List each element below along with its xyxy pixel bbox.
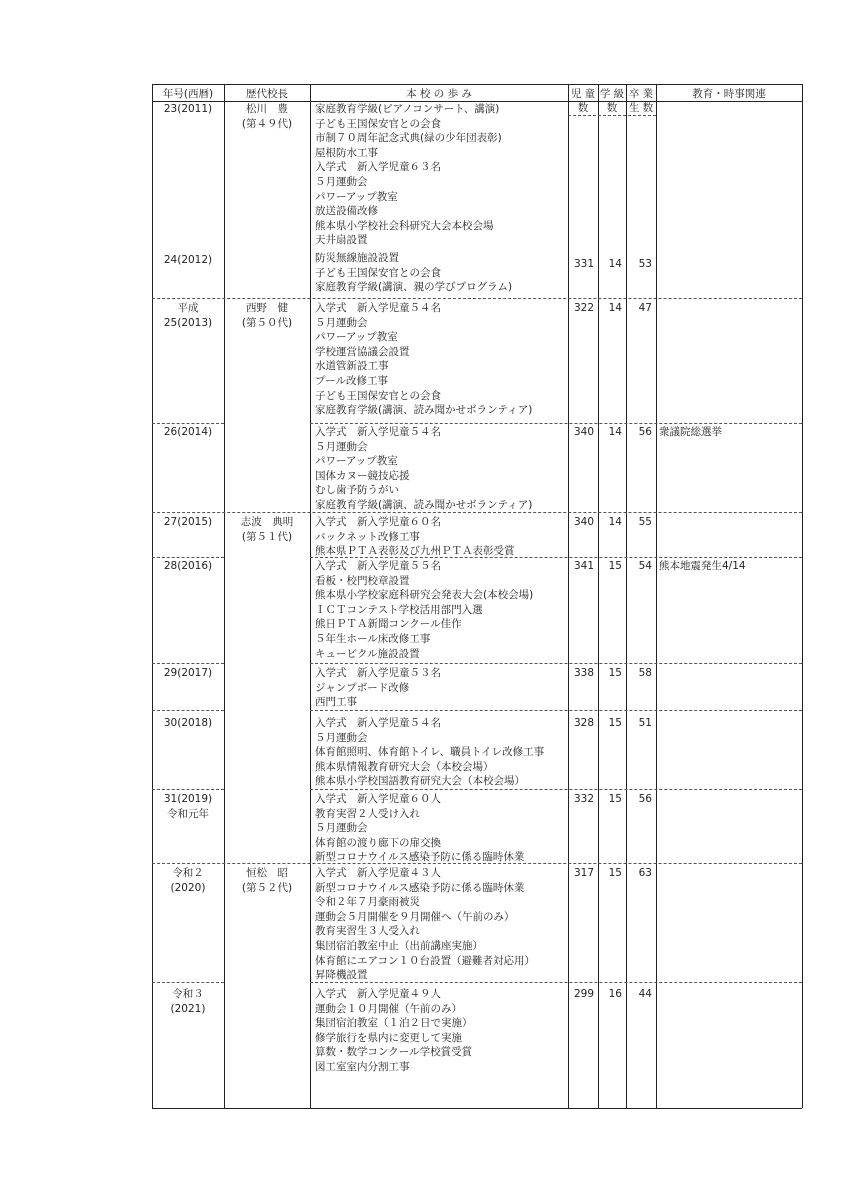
year-cell: 令和２ (2020) [170,867,206,894]
list-item: 入学式 新入学児童６３名 [315,161,441,174]
classes-count: 15 [608,667,622,679]
row-separator [152,423,224,424]
list-item: 教育実習生３人受入れ [315,925,420,938]
list-item: 放送設備改修 [315,205,378,218]
list-item: むし歯予防うがい [315,484,399,497]
list-item: パワーアップ教室 [315,455,398,468]
graduates-count: 56 [638,426,652,438]
row-separator [310,423,802,424]
row-separator [152,663,224,664]
list-item: 国体カヌー競技応援 [315,469,410,482]
header-students-bottom: 数 [577,102,589,114]
graduates-count: 54 [638,560,652,572]
list-item: 市制７０周年記念式典(緑の少年団表彰) [315,132,502,145]
list-item: 新型コロナウイルス感染予防に係る臨時休業 [315,851,525,864]
graduates-count: 58 [638,667,652,679]
list-item: 入学式 新入学児童４９人 [315,988,441,1000]
list-item: 熊日ＰＴＡ新聞コンクール佳作 [315,618,462,631]
list-item: 新型コロナウイルス感染予防に係る臨時休業 [315,881,525,894]
row-separator [310,663,802,664]
list-item: 入学式 新入学児童５４名 [315,302,441,314]
list-item: 熊本県小学校社会科研究大会本校会場 [315,219,494,232]
graduates-count: 44 [638,988,652,1000]
students-count: 340 [573,426,594,438]
graduates-count: 55 [638,516,652,528]
list-item: 運動会５月開催を９月開催へ（午前のみ） [315,910,515,923]
history-list [315,866,535,983]
list-item: 家庭教育学級(講演、読み聞かせボランティア) [315,498,533,511]
list-item: 体育館照明、体育館トイレ、職員トイレ改修工事 [315,746,545,759]
principal-cell: 恒松 昭 (第５２代) [241,867,293,894]
row-separator [152,557,224,558]
list-item: 昇降機設置 [315,969,368,982]
header-classes-bottom: 数 [606,102,618,114]
graduates-count: 53 [638,258,652,270]
col-border [598,84,599,1108]
header-year: 年号(西暦) [162,88,214,100]
list-item: 熊本県ＰＴＡ表彰及び九州ＰＴＡ表彰受賞 [315,545,515,558]
list-item: 入学式 新入学児童６０人 [315,793,441,805]
year-cell: 28(2016) [163,560,213,572]
history-list [315,559,533,661]
students-count: 332 [573,793,594,805]
classes-count: 14 [608,516,622,528]
list-item: ５月運動会 [315,316,368,329]
list-item: キュービクル施設設置 [315,647,420,660]
principal-cell: 西野 健 (第５０代) [241,302,293,329]
list-item: ＩＣＴコンテスト学校活用部門入選 [315,603,483,616]
graduates-count: 51 [638,717,652,729]
history-list [315,666,441,710]
year-cell: 29(2017) [163,667,213,679]
students-count: 299 [573,988,594,1000]
list-item: 集団宿泊教室中止（出前講座実施） [315,939,483,952]
list-item: ５月運動会 [315,822,368,835]
header-classes-top: 学 級 [599,88,625,100]
principal-cell: 松川 豊 (第４９代) [241,103,293,130]
year-cell: 令和３ (2021) [170,988,206,1015]
classes-count: 15 [608,793,622,805]
year-cell: 26(2014) [163,426,213,438]
row-separator [310,710,802,711]
classes-count: 16 [608,988,622,1000]
header-graduates-top: 卒 業 [628,88,654,100]
list-item: プール改修工事 [315,374,388,387]
header-principal: 歴代校長 [246,88,288,100]
list-item: 体育館の渡り廊下の扉交換 [315,836,441,849]
list-item: 入学式 新入学児童５３名 [315,667,441,679]
list-item: 体育館にエアコン１０台設置（避難者対応用） [315,954,535,967]
list-item: 家庭教育学級(講演、読み聞かせボランティア) [315,404,533,417]
list-item: 入学式 新入学児童５４名 [315,717,441,729]
list-item: ５月運動会 [315,440,368,453]
table-bottom-border [152,1108,802,1109]
list-item: 家庭教育学級(講演、親の学びプログラム) [315,281,513,294]
students-count: 340 [573,516,594,528]
header-events: 教育・時事関連 [692,88,766,100]
history-list [315,102,502,248]
list-item: 運動会１０月開催（午前のみ） [315,1002,462,1015]
history-list [315,716,544,789]
header-students-top: 児 童 [570,88,596,100]
year-cell: 31(2019) 令和元年 [163,793,213,820]
list-item: 水道管新設工事 [315,360,389,373]
classes-count: 14 [608,258,622,270]
list-item: バックネット改修工事 [315,530,420,543]
row-separator [152,982,224,983]
header-sub-border [568,115,656,116]
principal-cell: 志波 典明 (第５１代) [240,516,294,543]
year-cell: 30(2018) [163,717,213,729]
list-item: 入学式 新入学児童５４名 [315,426,441,438]
row-separator [310,789,802,790]
list-item: ５年生ホール床改修工事 [315,632,431,645]
list-item: 西門工事 [315,696,357,709]
list-item: 教育実習２人受け入れ [315,807,420,820]
list-item: 熊本県情報教育研究大会（本校会場） [315,760,494,773]
students-count: 341 [573,560,594,572]
list-item: 入学式 新入学児童４３人 [315,867,441,879]
list-item: ジャンプボード改修 [315,681,410,694]
list-item: 屋根防水工事 [315,146,378,159]
col-border [152,84,153,1108]
col-border [310,84,311,1108]
header-graduates-bottom: 生 数 [628,102,654,114]
row-separator [152,789,224,790]
list-item: 集団宿泊教室（１泊２日で実施） [315,1017,473,1030]
graduates-count: 56 [638,793,652,805]
history-list [315,792,524,865]
graduates-count: 63 [638,867,652,879]
students-count: 328 [573,717,594,729]
list-item: 熊本県小学校家庭科研究会発表大会(本校会場) [315,589,534,602]
year-cell: 24(2012) [163,254,213,266]
list-item: 子ども王国保安官との会食 [315,117,441,130]
list-item: 修学旅行を県内に変更して実施 [315,1031,462,1044]
students-count: 317 [573,867,594,879]
history-list [315,987,473,1075]
students-count: 322 [573,302,594,314]
col-border [568,84,569,1108]
students-count: 338 [573,667,594,679]
table-top-border [152,84,802,85]
year-cell: 平成 25(2013) [163,302,213,329]
list-item: 令和２年７月豪雨被災 [315,896,420,909]
list-item: 図工室室内分割工事 [315,1060,410,1073]
graduates-count: 47 [638,302,652,314]
year-cell: 23(2011) [163,103,213,115]
col-border [656,84,657,1108]
col-border [802,84,803,1108]
list-item: 天井扇設置 [315,234,368,247]
list-item: 入学式 新入学児童５５名 [315,560,441,572]
classes-count: 15 [608,560,622,572]
classes-count: 15 [608,717,622,729]
events-cell: 衆議院総選挙 [659,426,722,438]
history-list [315,425,532,513]
list-item: 熊本県小学校国語教育研究大会（本校会場） [315,775,525,788]
list-item: 看板・校門校章設置 [315,574,410,587]
list-item: パワーアップ教室 [315,190,398,203]
col-border [626,84,627,1108]
history-list [315,251,512,295]
col-border [224,84,225,1108]
row-separator [152,710,224,711]
classes-count: 14 [608,302,622,314]
list-item: ５月運動会 [315,175,368,188]
list-item: 家庭教育学級(ピアノコンサート、講演) [315,103,500,115]
year-cell: 27(2015) [163,516,213,528]
classes-count: 15 [608,867,622,879]
list-item: 子ども王国保安官との会食 [315,389,441,402]
list-item: 学校運営協議会設置 [315,345,410,358]
events-cell: 熊本地震発生4/14 [659,560,746,572]
list-item: 入学式 新入学児童６０名 [315,516,441,528]
header-history: 本 校 の 歩 み [406,88,472,100]
history-list [315,301,532,418]
list-item: 算数・数学コンクール学校賞受賞 [315,1046,473,1059]
list-item: 防災無線施設設置 [315,252,399,264]
row-separator [152,298,802,299]
list-item: パワーアップ教室 [315,331,398,344]
classes-count: 14 [608,426,622,438]
list-item: ５月運動会 [315,731,368,744]
history-list [315,515,515,559]
students-count: 331 [573,258,594,270]
list-item: 子ども王国保安官との会食 [315,266,441,279]
